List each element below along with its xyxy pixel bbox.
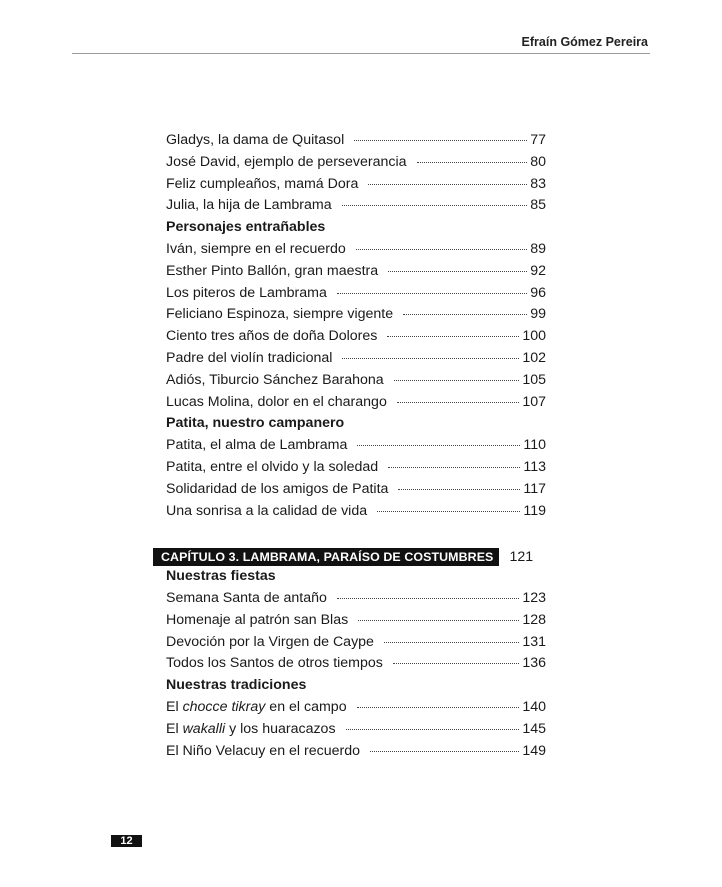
chapter-label: CAPÍTULO 3. LAMBRAMA, PARAÍSO DE COSTUMBRES: [153, 548, 499, 566]
toc-entry-title: Patita, entre el olvido y la soledad: [166, 458, 379, 475]
dot-leader: [398, 489, 520, 490]
title-prefix: El: [166, 720, 183, 737]
toc-group-4: [166, 590, 546, 677]
toc-entry-title: Feliz cumpleaños, mamá Dora: [166, 175, 359, 192]
chapter-page: 121: [509, 549, 534, 566]
title-italic: wakalli: [182, 720, 226, 737]
toc-entry-title: Padre del violín tradicional: [166, 349, 333, 366]
toc-group-1: [166, 132, 546, 219]
toc-entry-page: 145: [522, 720, 546, 737]
toc-entry-title: Esther Pinto Ballón, gran maestra: [166, 262, 379, 279]
toc-entry[interactable]: [166, 721, 546, 743]
toc-entry[interactable]: [166, 176, 546, 198]
toc-entry-page: 110: [523, 437, 546, 454]
toc-entry-title: Iván, siempre en el recuerdo: [166, 240, 346, 257]
toc-entry-title: Patita, el alma de Lambrama: [166, 437, 348, 454]
toc-group-3: [166, 437, 546, 524]
dot-leader: [388, 467, 520, 468]
toc-entry-page: 102: [522, 349, 546, 366]
toc-entry-title: Julia, la hija de Lambrama: [166, 197, 332, 214]
title-prefix: El Niño Velacuy en el recuerdo: [166, 742, 361, 759]
toc-entry-page: 77: [530, 132, 546, 148]
section-heading-patita: Patita, nuestro campanero: [166, 415, 345, 432]
toc-entry[interactable]: [166, 306, 546, 328]
dot-leader: [384, 642, 519, 643]
dot-leader: [342, 358, 519, 359]
dot-leader: [337, 293, 527, 294]
toc-entry-page: 136: [522, 655, 546, 672]
toc-entry[interactable]: [166, 372, 546, 394]
toc-entry-page: 83: [530, 175, 546, 192]
dot-leader: [394, 380, 520, 381]
dot-leader: [357, 707, 520, 708]
toc-entry[interactable]: [166, 503, 546, 525]
toc-group-5: [166, 699, 546, 764]
toc-entry-title: Homenaje al patrón san Blas: [166, 611, 349, 628]
toc-entry[interactable]: [166, 437, 546, 459]
toc-entry-title: Feliciano Espinoza, siempre vigente: [166, 306, 394, 323]
toc-entry[interactable]: [166, 154, 546, 176]
dot-leader: [337, 598, 519, 599]
toc-entry[interactable]: [166, 743, 546, 765]
section-heading-fiestas: Nuestras fiestas: [166, 568, 276, 585]
toc-entry-page: 131: [522, 633, 546, 650]
toc-entry-page: 92: [530, 262, 546, 279]
toc-entry[interactable]: [166, 481, 546, 503]
toc-entry[interactable]: [166, 285, 546, 307]
dot-leader: [342, 205, 528, 206]
header-author: Efraín Gómez Pereira: [521, 35, 648, 49]
page-number: 12: [111, 835, 142, 847]
toc-entry-page: 105: [522, 371, 546, 388]
spacer: [166, 524, 546, 546]
toc-entry-page: 85: [530, 197, 546, 214]
toc-entry-page: 113: [523, 458, 546, 475]
toc-entry[interactable]: [166, 634, 546, 656]
dot-leader: [357, 445, 520, 446]
toc-entry[interactable]: [166, 590, 546, 612]
dot-leader: [370, 751, 519, 752]
toc-entry-page: 140: [522, 698, 546, 715]
toc-entry-title: Ciento tres años de doña Dolores: [166, 328, 378, 345]
toc-entry[interactable]: [166, 394, 546, 416]
section-heading-tradiciones: Nuestras tradiciones: [166, 677, 307, 694]
dot-leader: [377, 511, 520, 512]
toc-entry-page: 89: [530, 240, 546, 257]
toc-entry[interactable]: [166, 263, 546, 285]
toc-entry-page: 123: [522, 589, 546, 606]
toc-entry-title: Devoción por la Virgen de Caype: [166, 633, 374, 650]
toc-entry-page: 128: [522, 611, 546, 628]
title-italic: chocce tikray: [182, 698, 266, 715]
toc-entry-page: 80: [530, 153, 546, 170]
dot-leader: [417, 162, 528, 163]
toc-entry-title: Adiós, Tiburcio Sánchez Barahona: [166, 371, 384, 388]
toc-entry-page: 117: [523, 480, 546, 497]
toc-entry-page: 107: [522, 393, 546, 410]
toc-entry-title: Gladys, la dama de Quitasol: [166, 132, 345, 148]
toc-entry-page: 96: [530, 284, 546, 301]
toc-entry[interactable]: [166, 459, 546, 481]
toc-entry[interactable]: [166, 328, 546, 350]
toc-entry-page: 149: [522, 742, 546, 759]
toc-entry-title: Una sonrisa a la calidad de vida: [166, 502, 368, 519]
toc-entry-title: [166, 699, 347, 715]
title-suffix: en el campo: [265, 698, 347, 715]
toc-entry[interactable]: [166, 612, 546, 634]
toc-entry-title: Todos los Santos de otros tiempos: [166, 655, 383, 672]
toc-entry-title: Lucas Molina, dolor en el charango: [166, 393, 387, 410]
title-prefix: El: [166, 698, 183, 715]
dot-leader: [354, 140, 527, 141]
dot-leader: [403, 314, 527, 315]
title-suffix: y los huaracazos: [225, 720, 336, 737]
toc-entry-page: 99: [530, 306, 546, 323]
dot-leader: [346, 729, 520, 730]
toc-entry[interactable]: [166, 350, 546, 372]
toc-entry[interactable]: [166, 132, 546, 154]
chapter-heading[interactable]: [153, 546, 546, 568]
dot-leader: [387, 336, 519, 337]
dot-leader: [368, 184, 527, 185]
dot-leader: [356, 249, 527, 250]
toc-entry[interactable]: [166, 655, 546, 677]
toc-entry-title: [166, 743, 360, 759]
toc-entry-title: [166, 721, 336, 737]
toc-group-2: [166, 241, 546, 415]
dot-leader: [393, 663, 519, 664]
toc-entry[interactable]: [166, 197, 546, 219]
dot-leader: [397, 402, 519, 403]
toc-entry[interactable]: [166, 241, 546, 263]
running-header: [72, 33, 650, 54]
toc-entry-page: 119: [523, 502, 546, 519]
section-heading-personajes: Personajes entrañables: [166, 219, 326, 236]
toc-entry-title: José David, ejemplo de perseverancia: [166, 153, 407, 170]
toc-entry[interactable]: [166, 699, 546, 721]
toc-entry-title: Semana Santa de antaño: [166, 589, 327, 606]
table-of-contents: [161, 132, 546, 764]
toc-entry-title: Los piteros de Lambrama: [166, 284, 327, 301]
toc-entry-page: 100: [522, 328, 546, 345]
dot-leader: [388, 271, 527, 272]
toc-entry-title: Solidaridad de los amigos de Patita: [166, 480, 389, 497]
dot-leader: [358, 620, 519, 621]
